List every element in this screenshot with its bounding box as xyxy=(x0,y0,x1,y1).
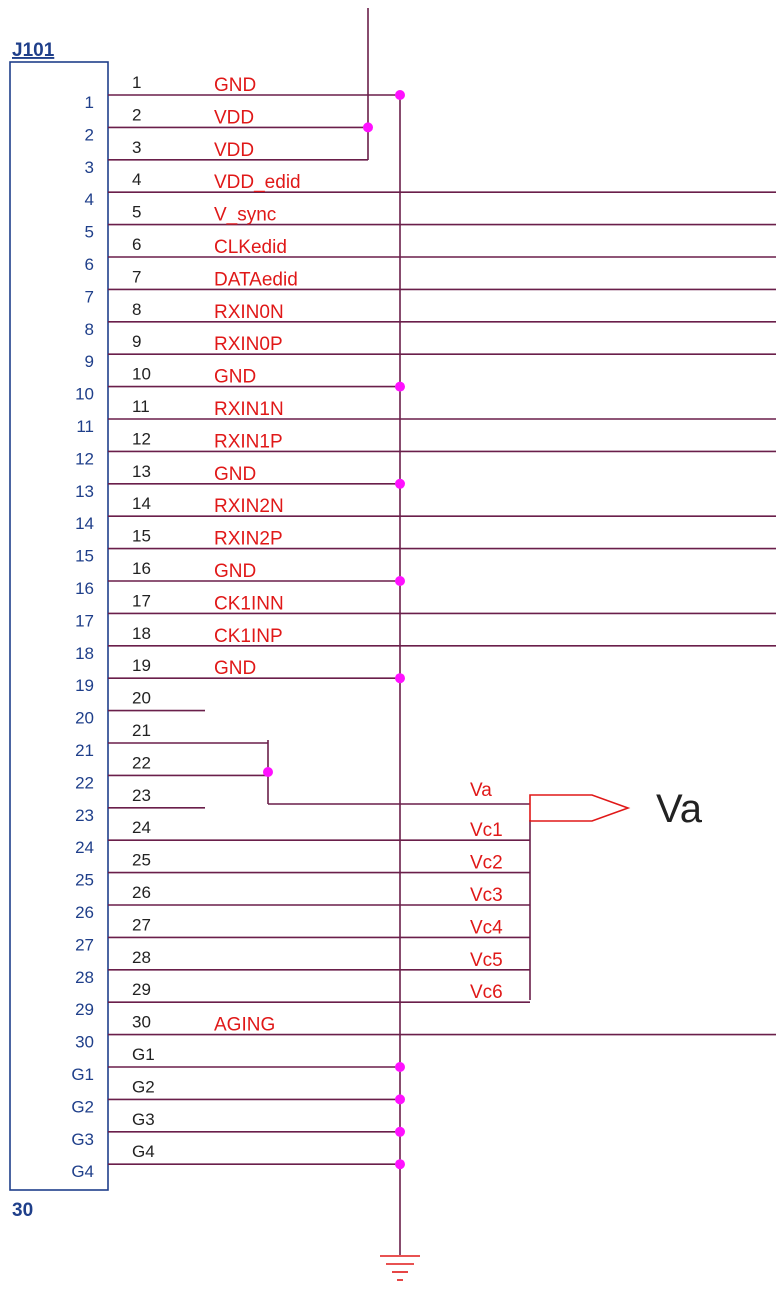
net-label-pin-26: Vc3 xyxy=(470,885,503,906)
connector-pin-30: 30 xyxy=(75,1032,94,1052)
net-label-pin-5: V_sync xyxy=(214,204,277,226)
net-label-pin-12: RXIN1P xyxy=(214,431,283,453)
wire-pin-30: 30 xyxy=(132,1012,151,1032)
wire-pin-3: 3 xyxy=(132,137,142,157)
junction-dot-pin-16 xyxy=(395,576,405,586)
connector-pin-27: 27 xyxy=(75,935,94,955)
net-wires xyxy=(108,95,776,1164)
net-labels xyxy=(214,75,503,1036)
junction-dot-pin-13 xyxy=(395,479,405,489)
connector-pin-18: 18 xyxy=(75,643,94,663)
wire-pin-2: 2 xyxy=(132,105,142,125)
net-label-pin-16: GND xyxy=(214,561,257,582)
junction-dot-pin-1 xyxy=(395,90,405,100)
wire-pin-4: 4 xyxy=(132,170,142,190)
wire-pin-22: 22 xyxy=(132,753,151,773)
junction-dot-pin-2 xyxy=(363,122,373,132)
connector-pin-20: 20 xyxy=(75,708,94,728)
junction-dot-pin-19 xyxy=(395,673,405,683)
connector-pin-29: 29 xyxy=(75,1000,94,1020)
connector-pin-2: 2 xyxy=(84,125,94,145)
wire-pin-25: 25 xyxy=(132,850,151,870)
net-label-pin-28: Vc5 xyxy=(470,949,503,971)
wire-pin-17: 17 xyxy=(132,591,151,611)
net-label-pin-25: Vc2 xyxy=(470,852,503,874)
wire-pin-28: 28 xyxy=(132,947,151,967)
net-label-pin-17: CK1INN xyxy=(214,593,284,615)
net-label-pin-1: GND xyxy=(214,75,257,96)
connector-pin-23: 23 xyxy=(75,805,94,825)
wire-pin-27: 27 xyxy=(132,915,151,935)
wire-pin-5: 5 xyxy=(132,202,142,222)
connector-pin-9: 9 xyxy=(84,352,94,372)
wire-pin-18: 18 xyxy=(132,623,151,643)
va-junction-dot xyxy=(263,767,273,777)
wire-pin-9: 9 xyxy=(132,332,142,352)
wire-pin-1: 1 xyxy=(132,73,142,92)
wire-pin-G4: G4 xyxy=(132,1142,155,1162)
wire-pin-G2: G2 xyxy=(132,1077,155,1097)
junction-dot-pin-G3 xyxy=(395,1127,405,1137)
connector-pin-17: 17 xyxy=(75,611,94,631)
net-label-pin-8: RXIN0N xyxy=(214,301,284,323)
net-label-pin-2: VDD xyxy=(214,107,255,129)
connector-pin-28: 28 xyxy=(75,967,94,987)
connector-pin-7: 7 xyxy=(84,287,94,307)
connector-pin-G2: G2 xyxy=(71,1097,94,1117)
wire-pin-21: 21 xyxy=(132,721,151,740)
connector-pin-4: 4 xyxy=(84,190,94,210)
wire-pin-numbers xyxy=(132,73,155,1161)
va-net-label: Va xyxy=(470,780,492,801)
net-label-pin-3: VDD xyxy=(214,139,255,161)
net-label-pin-4: VDD_edid xyxy=(214,172,301,194)
junction-dot-pin-G1 xyxy=(395,1062,405,1072)
connector-pin-26: 26 xyxy=(75,903,94,922)
junction-dot-pin-G2 xyxy=(395,1094,405,1104)
connector-pin-24: 24 xyxy=(75,838,94,858)
connector-pin-1: 1 xyxy=(84,93,94,112)
wire-pin-13: 13 xyxy=(132,461,151,481)
connector-pin-12: 12 xyxy=(75,449,94,469)
connector-ref: J101 xyxy=(12,40,55,61)
wire-pin-26: 26 xyxy=(132,883,151,902)
wire-pin-14: 14 xyxy=(132,494,151,514)
net-label-pin-24: Vc1 xyxy=(470,820,503,842)
connector-pin-10: 10 xyxy=(75,384,94,404)
net-label-pin-6: CLKedid xyxy=(214,237,287,258)
net-label-pin-13: GND xyxy=(214,463,257,485)
wire-pin-12: 12 xyxy=(132,429,151,449)
wire-pin-7: 7 xyxy=(132,267,142,287)
va-port-label: Va xyxy=(656,787,702,831)
wire-pin-11: 11 xyxy=(132,397,150,416)
wire-pin-29: 29 xyxy=(132,980,151,1000)
wire-pin-8: 8 xyxy=(132,299,142,319)
va-port-arrow-icon xyxy=(530,795,628,821)
net-label-pin-11: RXIN1N xyxy=(214,399,284,420)
connector-pin-16: 16 xyxy=(75,579,94,598)
net-label-pin-19: GND xyxy=(214,658,257,680)
wire-pin-15: 15 xyxy=(132,526,151,546)
wire-pin-G3: G3 xyxy=(132,1109,155,1129)
connector-pin-13: 13 xyxy=(75,481,94,501)
wire-pin-10: 10 xyxy=(132,364,151,384)
wire-pin-24: 24 xyxy=(132,818,151,838)
connector-pin-14: 14 xyxy=(75,514,94,534)
connector-pin-numbers xyxy=(71,93,94,1181)
net-label-pin-15: RXIN2P xyxy=(214,528,283,550)
junction-dot-pin-G4 xyxy=(395,1159,405,1169)
connector-pin-15: 15 xyxy=(75,546,94,566)
net-label-pin-18: CK1INP xyxy=(214,625,283,647)
net-label-pin-30: AGING xyxy=(214,1014,276,1036)
wire-pin-6: 6 xyxy=(132,235,142,254)
connector-pin-11: 11 xyxy=(76,417,94,436)
wire-pin-20: 20 xyxy=(132,688,151,708)
connector-pin-G3: G3 xyxy=(71,1129,94,1149)
net-label-pin-29: Vc6 xyxy=(470,982,503,1004)
connector-pin-19: 19 xyxy=(75,676,94,696)
connector-pin-25: 25 xyxy=(75,870,94,890)
wire-pin-16: 16 xyxy=(132,559,151,578)
junction-dot-pin-10 xyxy=(395,382,405,392)
net-label-pin-27: Vc4 xyxy=(470,917,503,939)
connector-pin-6: 6 xyxy=(84,255,94,274)
connector-pin-G4: G4 xyxy=(71,1162,94,1182)
connector-pin-21: 21 xyxy=(75,741,94,760)
net-label-pin-7: DATAedid xyxy=(214,269,298,291)
wire-pin-19: 19 xyxy=(132,656,151,676)
net-label-pin-10: GND xyxy=(214,366,257,388)
wire-pin-G1: G1 xyxy=(132,1045,155,1064)
connector-pin-22: 22 xyxy=(75,773,94,793)
connector-footer: 30 xyxy=(12,1200,34,1221)
wire-pin-23: 23 xyxy=(132,785,151,805)
net-label-pin-14: RXIN2N xyxy=(214,496,284,518)
connector-pin-5: 5 xyxy=(84,222,94,242)
net-label-pin-9: RXIN0P xyxy=(214,334,283,356)
ground-symbol-icon xyxy=(380,1256,420,1280)
junction-dots xyxy=(363,90,405,1169)
connector-pin-8: 8 xyxy=(84,319,94,339)
connector-pin-3: 3 xyxy=(84,157,94,177)
connector-pin-G1: G1 xyxy=(71,1065,94,1084)
